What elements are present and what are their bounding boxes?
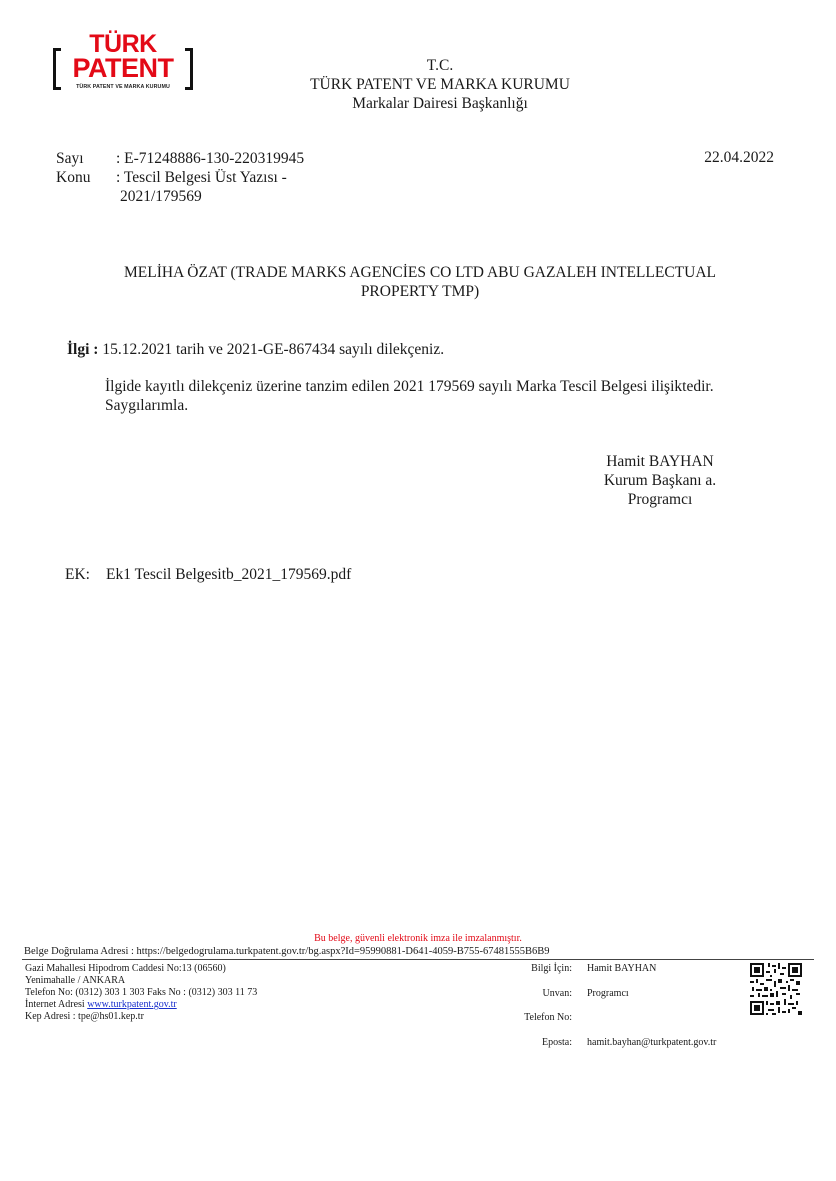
recipient <box>70 263 770 301</box>
konu-label: Konu <box>56 169 91 186</box>
footer-address-1: Gazi Mahallesi Hipodrom Caddesi No:13 (06560) <box>25 963 226 974</box>
footer-divider <box>22 959 814 960</box>
eposta-label: Eposta: <box>542 1037 572 1048</box>
header-department: Markalar Dairesi Başkanlığı <box>352 95 528 112</box>
footer-kep: Kep Adresi : tpe@hs01.kep.tr <box>25 1011 144 1022</box>
footer-address-2: Yenimahalle / ANKARA <box>25 975 126 986</box>
logo-subtitle: TÜRK PATENT VE MARKA KURUMU <box>76 84 170 90</box>
internet-label: İnternet Adresi <box>25 999 85 1010</box>
body-paragraph: İlgide kayıtlı dilekçeniz üzerine tanzim edilen 2021 179569 sayılı Marka Tescil Belgesi ilişiktedir. <box>105 378 714 395</box>
signer-block <box>560 452 760 509</box>
footer-phone: Telefon No: (0312) 303 1 303 Faks No : (0312) 303 11 73 <box>25 987 258 998</box>
header-tc: T.C. <box>426 57 454 74</box>
recipient-line2: PROPERTY TMP) <box>360 283 480 300</box>
closing-text: Saygılarımla. <box>105 397 189 414</box>
konu-value-cont: 2021/179569 <box>120 188 202 205</box>
sayi-label: Sayı <box>56 150 84 167</box>
recipient-line1: MELİHA ÖZAT (TRADE MARKS AGENCİES CO LTD ABU GAZALEH INTELLECTUAL <box>124 264 716 281</box>
internet-link[interactable]: www.turkpatent.gov.tr <box>87 999 177 1010</box>
ilgi-text: 15.12.2021 tarih ve 2021-GE-867434 sayılı dilekçeniz. <box>102 341 445 358</box>
unvan-value: Programcı <box>587 988 629 999</box>
eposta-value[interactable]: hamit.bayhan@turkpatent.gov.tr <box>587 1037 717 1048</box>
signer-name: Hamit BAYHAN <box>606 453 714 470</box>
logo-turk-text: TÜRK <box>89 30 157 58</box>
ilgi-line <box>67 340 444 359</box>
logo-bracket-right <box>185 48 193 90</box>
esign-note: Bu belge, güvenli elektronik imza ile imzalanmıştır. <box>314 933 522 944</box>
turk-patent-logo <box>53 30 193 95</box>
header-institution: TÜRK PATENT VE MARKA KURUMU <box>310 76 570 93</box>
attachment-label: EK: <box>65 566 90 583</box>
bilgi-value: Hamit BAYHAN <box>587 963 657 974</box>
konu-value: : Tescil Belgesi Üst Yazısı - <box>116 169 287 186</box>
attachment-file[interactable]: Ek1 Tescil Belgesitb_2021_179569.pdf <box>106 566 352 583</box>
footer-internet <box>25 999 177 1011</box>
logo-bracket-left <box>53 48 61 90</box>
signer-title: Kurum Başkanı a. <box>603 472 717 489</box>
verification-address: Belge Doğrulama Adresi : https://belgedogrulama.turkpatent.gov.tr/bg.aspx?Id=95990881-D641-4059-B755-67481555B6B9 <box>24 946 550 957</box>
document-date: 22.04.2022 <box>704 149 774 166</box>
qr-code-icon <box>750 963 802 1015</box>
ilgi-label: İlgi : <box>67 341 99 358</box>
telefon-label: Telefon No: <box>524 1012 572 1023</box>
unvan-label: Unvan: <box>542 988 572 999</box>
logo-patent-text: PATENT <box>72 53 174 83</box>
bilgi-label: Bilgi İçin: <box>531 963 572 974</box>
sayi-value: : E-71248886-130-220319945 <box>116 150 305 167</box>
signer-role: Programcı <box>627 491 693 508</box>
